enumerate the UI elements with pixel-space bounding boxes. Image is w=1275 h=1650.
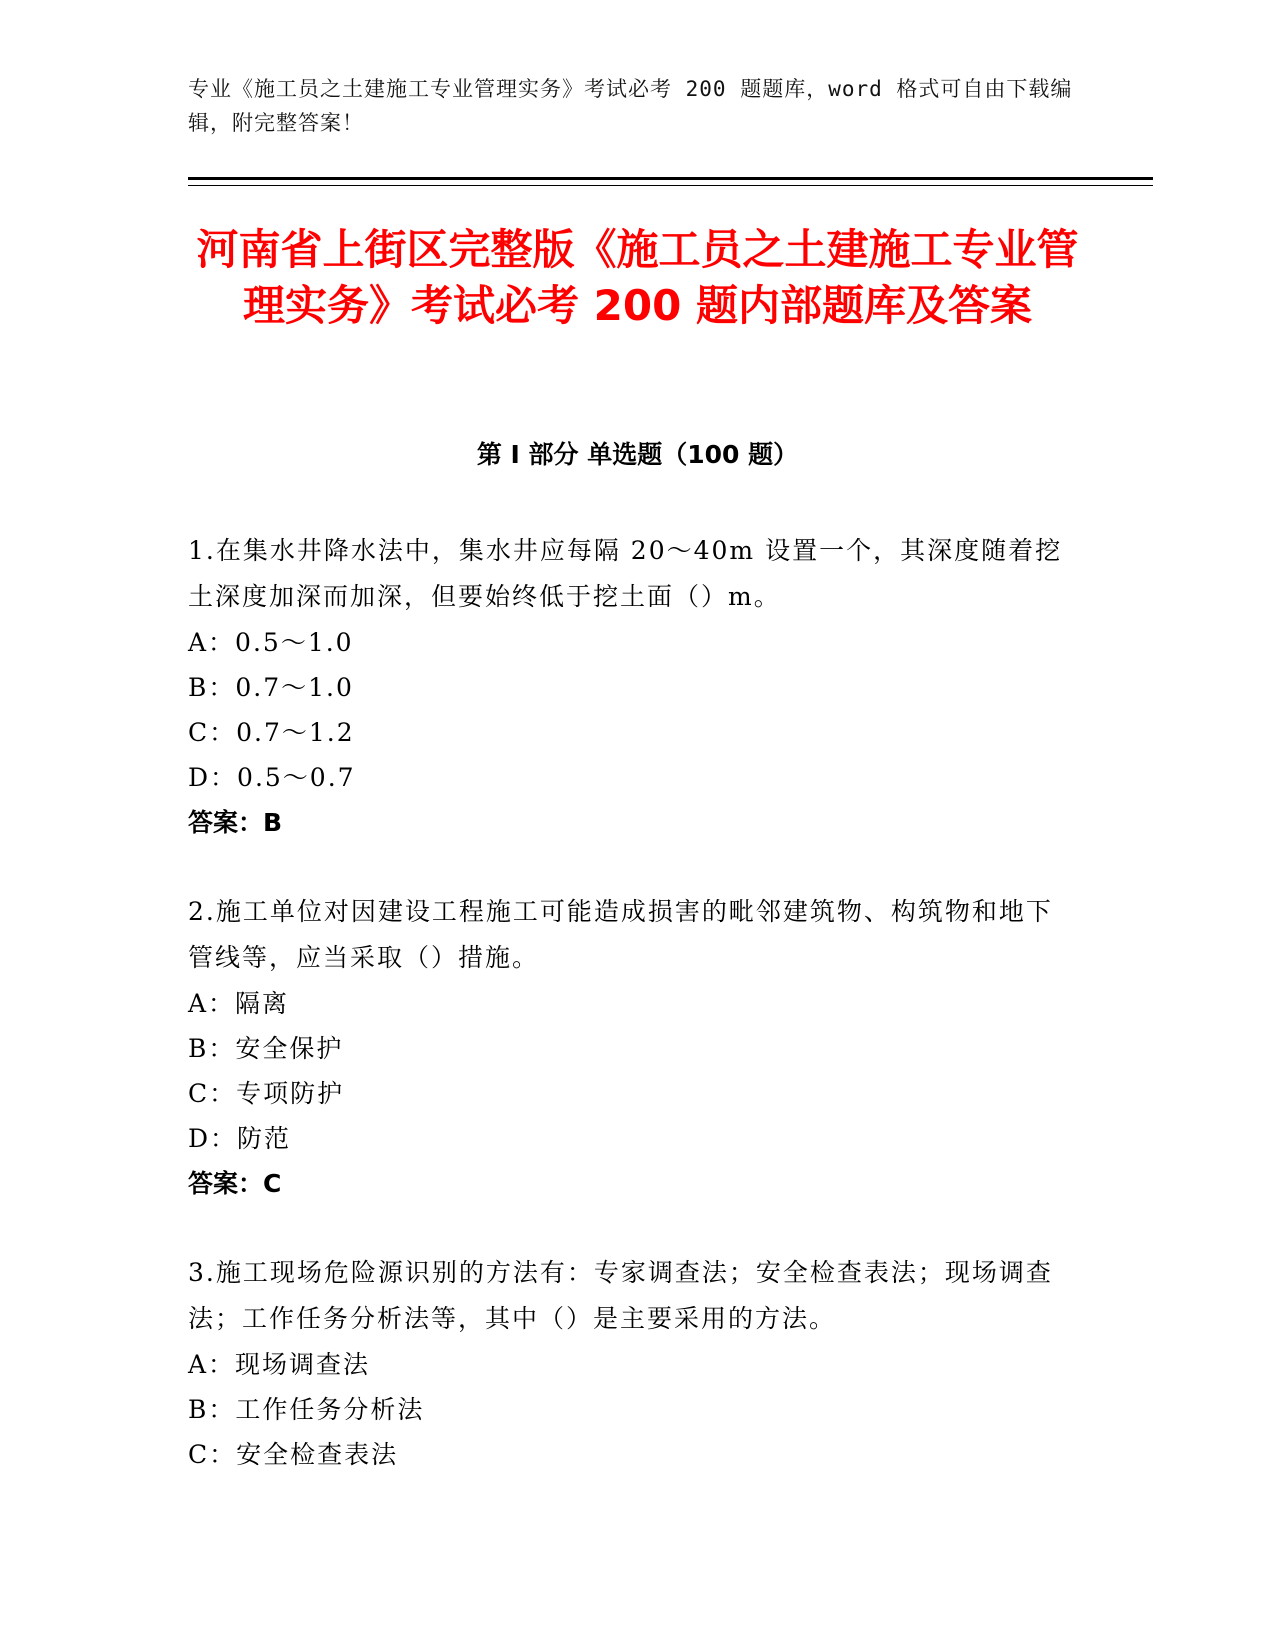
option-c: C：专项防护 bbox=[188, 1079, 345, 1108]
question-stem: 2.施工单位对因建设工程施工可能造成损害的毗邻建筑物、构筑物和地下管线等，应当采取（）措施。 bbox=[188, 897, 1053, 972]
option-a: A：0.5～1.0 bbox=[188, 628, 354, 657]
option-d: D：0.5～0.7 bbox=[188, 763, 356, 792]
header-rule-thin bbox=[188, 185, 1153, 186]
section-heading: 第 I 部分 单选题（100 题） bbox=[476, 440, 799, 469]
option-b: B：安全保护 bbox=[188, 1034, 344, 1063]
document-title: 河南省上街区完整版《施工员之土建施工专业管理实务》考试必考 200 题内部题库及答案 bbox=[196, 225, 1079, 330]
question-2 bbox=[188, 889, 1068, 1207]
question-1 bbox=[188, 528, 1068, 846]
option-a: A：现场调查法 bbox=[188, 1350, 371, 1379]
option-a: A：隔离 bbox=[188, 989, 290, 1018]
question-stem: 3.施工现场危险源识别的方法有：专家调查法；安全检查表法；现场调查法；工作任务分析法等，其中（）是主要采用的方法。 bbox=[188, 1258, 1053, 1333]
header-rule-thick bbox=[188, 177, 1153, 180]
header-note: 专业《施工员之土建施工专业管理实务》考试必考 200 题题库，word 格式可自由下载编辑，附完整答案！ bbox=[188, 77, 1073, 135]
question-list bbox=[188, 528, 1068, 1520]
question-stem: 1.在集水井降水法中，集水井应每隔 20～40m 设置一个，其深度随着挖土深度加深而加深，但要始终低于挖土面（）m。 bbox=[188, 536, 1063, 611]
answer: 答案：B bbox=[188, 808, 283, 837]
answer: 答案：C bbox=[188, 1169, 282, 1198]
option-d: D：防范 bbox=[188, 1124, 292, 1153]
option-c: C：0.7～1.2 bbox=[188, 718, 355, 747]
option-b: B：0.7～1.0 bbox=[188, 673, 354, 702]
question-3 bbox=[188, 1250, 1068, 1477]
option-b: B：工作任务分析法 bbox=[188, 1395, 425, 1424]
option-c: C：安全检查表法 bbox=[188, 1440, 399, 1469]
